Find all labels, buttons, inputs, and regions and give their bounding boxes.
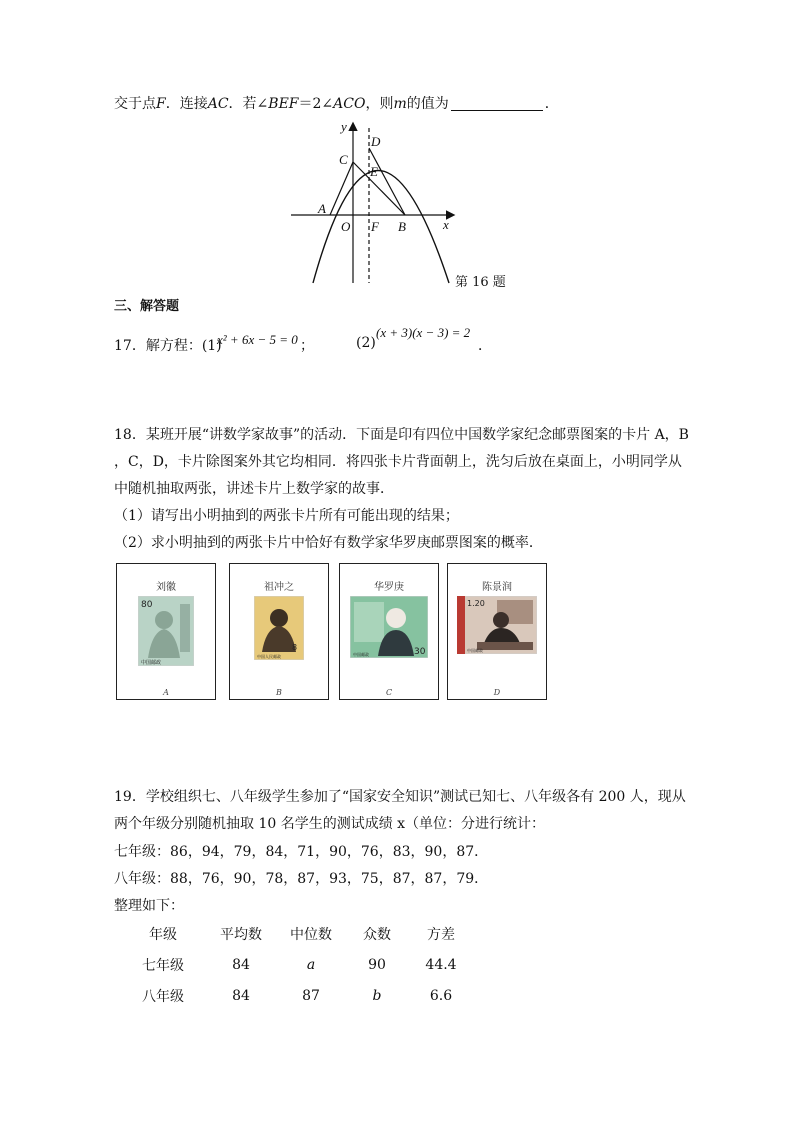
q19-grade8-scores: 八年级：88，76，90，78，87，93，75，87，87，79． bbox=[114, 871, 489, 887]
cell-median: 87 bbox=[302, 987, 320, 1004]
q17-lead: 17．解方程：(1) bbox=[114, 338, 222, 354]
label-b: B bbox=[398, 219, 406, 234]
q18-line3: 中随机抽取两张，讲述卡片上数学家的故事． bbox=[114, 481, 394, 497]
q16-text2: ．连接 bbox=[165, 96, 208, 112]
cell-median: a bbox=[306, 956, 316, 973]
label-d: D bbox=[371, 134, 381, 149]
q17-part2: (2) bbox=[356, 335, 376, 351]
card-letter: D bbox=[493, 688, 501, 697]
cell-grade: 七年级 bbox=[142, 957, 184, 974]
label-e: E bbox=[370, 164, 378, 179]
q16-end: ． bbox=[544, 96, 559, 112]
cell-variance: 44.4 bbox=[425, 956, 457, 973]
label-o: O bbox=[341, 219, 351, 234]
q18-line2: ，C，D，卡片除图案外其它均相同．将四张卡片背面朝上，洗匀后放在桌面上，小明同学从 bbox=[114, 454, 682, 470]
cell-mode: 90 bbox=[368, 956, 386, 973]
card-c bbox=[339, 563, 439, 700]
q16-text6: 的值为 bbox=[406, 96, 449, 112]
stamp-value: 30 bbox=[414, 647, 426, 657]
table-header-row bbox=[120, 918, 474, 949]
parabola-figure bbox=[285, 118, 465, 288]
cell-variance: 6.6 bbox=[429, 987, 453, 1004]
stamp-zu-chongzhi bbox=[254, 596, 304, 660]
q18-line1: 18．某班开展“讲数学家故事”的活动．下面是印有四位中国数学家纪念邮票图案的卡片 A，B bbox=[114, 427, 689, 443]
q16-text bbox=[114, 95, 559, 113]
header-median: 中位数 bbox=[290, 926, 332, 943]
card-name: 华罗庚 bbox=[374, 582, 404, 593]
label-a: A bbox=[318, 201, 326, 216]
stamp-chen-jingrun bbox=[457, 596, 537, 654]
header-grade: 年级 bbox=[149, 926, 177, 943]
cell-grade: 八年级 bbox=[142, 988, 184, 1005]
stamp-value: 1.20 bbox=[467, 599, 485, 608]
stamp-country: 中国邮政 bbox=[353, 652, 369, 657]
figure-caption: 第 16 题 bbox=[455, 275, 506, 290]
section-title: 三、解答题 bbox=[114, 299, 180, 314]
cell-mode: b bbox=[372, 987, 382, 1004]
q16-var-aco: ACO bbox=[333, 96, 366, 112]
q17-sep: ； bbox=[300, 338, 314, 354]
card-name: 祖冲之 bbox=[264, 582, 294, 593]
card-d bbox=[447, 563, 547, 700]
label-x: x bbox=[443, 217, 449, 232]
stats-table bbox=[120, 918, 474, 1011]
q19-organize: 整理如下： bbox=[114, 898, 184, 914]
card-letter: B bbox=[276, 688, 282, 697]
stamp-country: 中国邮政 bbox=[467, 648, 483, 653]
q18-sub2: （2）求小明抽到的两张卡片中恰好有数学家华罗庚邮票图案的概率． bbox=[114, 535, 543, 551]
header-variance: 方差 bbox=[427, 926, 455, 943]
q16-var-f: F bbox=[156, 96, 166, 112]
table-row bbox=[120, 949, 474, 980]
q19-line1: 19．学校组织七、八年级学生参加了“国家安全知识”测试已知七、八年级各有 200 人，现从 bbox=[114, 789, 686, 805]
q17-equation1: x² + 6x − 5 = 0 bbox=[217, 332, 298, 347]
label-c: C bbox=[339, 152, 348, 167]
q16-text5: ，则 bbox=[365, 96, 394, 112]
header-mean: 平均数 bbox=[220, 926, 262, 943]
card-letter: C bbox=[385, 688, 393, 697]
card-name: 刘徽 bbox=[156, 582, 176, 593]
q16-prefix: 交于点 bbox=[114, 96, 156, 112]
stamp-value: 8 bbox=[292, 643, 298, 652]
table-row bbox=[120, 980, 474, 1011]
parabola-curve bbox=[313, 171, 449, 284]
card-a bbox=[116, 563, 216, 700]
segment-ac bbox=[330, 162, 353, 215]
label-y: y bbox=[341, 119, 347, 134]
q16-var-m: m bbox=[393, 96, 407, 112]
label-f: F bbox=[371, 219, 379, 234]
q16-var-ac: AC bbox=[207, 96, 229, 112]
stamp-country: 中国人民邮政 bbox=[257, 654, 281, 659]
q19-grade7-scores: 七年级：86，94，79，84，71，90，76，83，90，87． bbox=[114, 844, 489, 860]
stamp-liu-hui bbox=[138, 596, 194, 666]
card-letter: A bbox=[163, 688, 169, 697]
card-b bbox=[229, 563, 329, 700]
header-mode: 众数 bbox=[363, 926, 391, 943]
stamp-hua-luogeng bbox=[350, 596, 428, 658]
answer-blank bbox=[451, 96, 543, 111]
card-name: 陈景润 bbox=[482, 582, 512, 593]
q16-var-bef: BEF bbox=[268, 96, 299, 112]
q17-end: ． bbox=[478, 338, 492, 354]
cell-mean: 84 bbox=[232, 956, 250, 973]
q18-sub1: （1）请写出小明抽到的两张卡片所有可能出现的结果； bbox=[114, 508, 459, 524]
stamp-value: 80 bbox=[141, 600, 153, 610]
cell-mean: 84 bbox=[232, 987, 250, 1004]
stamp-country: 中国邮政 bbox=[141, 660, 162, 666]
q19-line2: 两个年级分别随机抽取 10 名学生的测试成绩 x（单位：分进行统计： bbox=[114, 816, 546, 832]
q17-equation2: (x + 3)(x − 3) = 2 bbox=[376, 325, 471, 340]
q16-text4: ＝2∠ bbox=[298, 96, 334, 112]
q16-text3: ．若∠ bbox=[228, 96, 269, 112]
